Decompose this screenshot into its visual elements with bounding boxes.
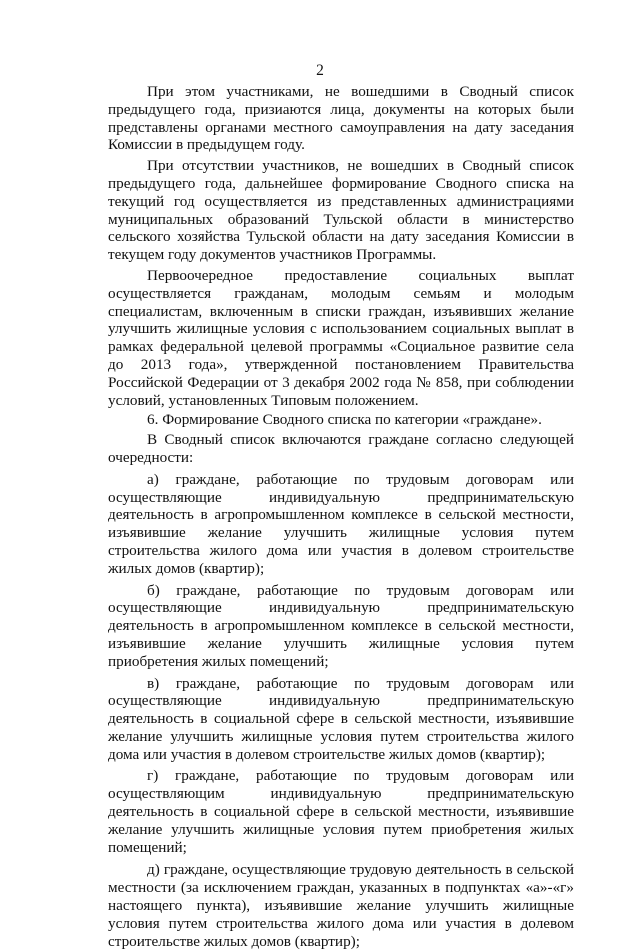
list-item-v: в) граждане, работающие по трудовым договорам или осуществляющие индивидуальную предпринимательскую деятельность в социальной сфере в сельской местности, изъявившие желание улучшить жилищные условия путем строительства жилого дома или участия в долевом строительстве жилых домов (квартир); [108,674,574,763]
list-item-b: б) граждане, работающие по трудовым договорам или осуществляющие индивидуальную предпринимательскую деятельность в агропромышленном комплексе в сельской местности, изъявившие желание улучшить жилищные условия путем приобретения жилых помещений; [108,581,574,670]
document-body [108,83,574,950]
list-item-a: а) граждане, работающие по трудовым договорам или осуществляющие индивидуальную предпринимательскую деятельность в агропромышленном комплексе в сельской местности, изъявившие желание улучшить жилищные условия путем строительства жилого дома или участия в долевом строительстве жилых домов (квартир); [108,470,574,577]
paragraph-participants-previous-year: При этом участниками, не вошедшими в Сводный список предыдущего года, призиаются лица, документы на которых были представлены органами местного самоуправления на дату заседания Комиссии в предыдущем году. [108,83,574,154]
paragraph-no-participants: При отсутствии участников, не вошедших в Сводный список предыдущего года, дальнейшее формирование Сводного списка на текущий год осуществляется из представленных администрациями муниципальных образований Тульской области в министерство сельского хозяйства Тульской области на дату заседания Комиссии в текущем году документов участников Программы. [108,157,574,264]
paragraph-priority-payments: Первоочередное предоставление социальных выплат осуществляется гражданам, молодым семьям и молодым специалистам, включенным в списки граждан, изъявивших желание улучшить жилищные условия с использованием социальных выплат в рамках федеральной целевой программы «Социальное развитие села до 2013 года», утвержденной постановлением Правительства Российской Федерации от 3 декабря 2002 года № 858, при соблюдении условий, установленных Типовым положением. [108,266,574,409]
list-item-d: д) граждане, осуществляющие трудовую деятельность в сельской местности (за исключением граждан, указанных в подпунктах «а»-«г» настоящего пункта), изъявившие желание улучшить жилищные условия путем строительства жилого дома или участия в долевом строительстве жилых домов (квартир); [108,861,574,950]
section-heading-6: 6. Формирование Сводного списка по категории «граждане». [147,411,542,429]
list-item-g: г) граждане, работающие по трудовым договорам или осуществляющим индивидуальную предпринимательскую деятельность в социальной сфере в сельской местности, изъявившие желание улучшить жилищные условия путем приобретения жилых помещений; [108,767,574,856]
page-number: 2 [316,62,324,79]
paragraph-order-intro: В Сводный список включаются граждане согласно следующей очередности: [108,431,574,466]
